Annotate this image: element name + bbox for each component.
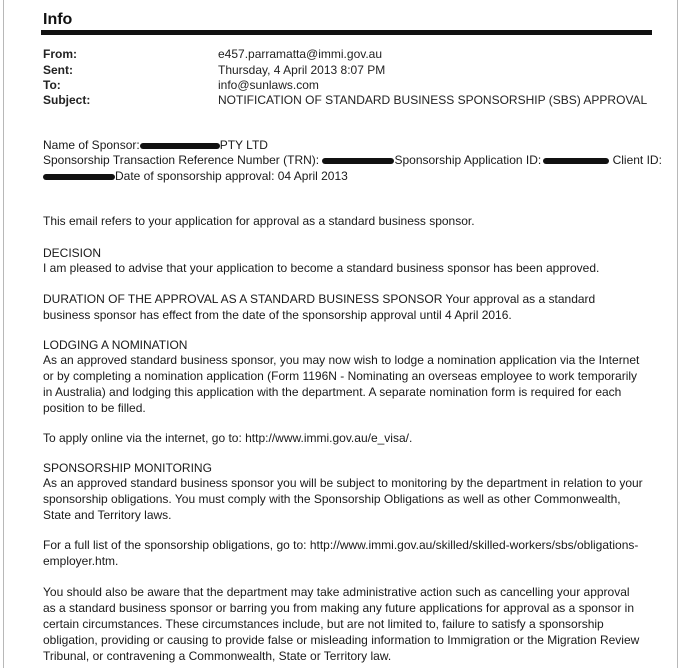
redacted-client-id [43,174,115,180]
decision-paragraph: I am pleased to advise that your application to become a standard business sponsor has been approved. [43,261,600,275]
redacted-application-id [543,158,609,164]
sent-label: Sent: [43,63,73,77]
left-border [3,0,4,668]
to-label: To: [43,78,61,92]
subject-value: NOTIFICATION OF STANDARD BUSINESS SPONSORSHIP (SBS) APPROVAL [218,93,648,107]
approval-date-text: Date of sponsorship approval: 04 April 2013 [115,169,348,183]
nomination-paragraph: As an approved standard business sponsor, you may now wish to lodge a nomination application via the Internet or by completing a nomination application (Form 1196N - Nominating an overseas employee to work temporarily in Australia) and lodging this application with the department. A separate nomination form is required for each position to be filled. [43,353,640,415]
reference-numbers-line [43,152,662,168]
apply-online-paragraph: To apply online via the internet, go to: http://www.immi.gov.au/e_visa/. [43,431,413,445]
sent-value: Thursday, 4 April 2013 8:07 PM [218,63,386,77]
sponsor-name-label: Name of Sponsor: [43,138,140,152]
redacted-sponsor-name [140,143,220,149]
intro-paragraph: This email refers to your application for approval as a standard business sponsor. [43,214,475,228]
from-value: e457.parramatta@immi.gov.au [218,47,383,61]
application-id-label: Sponsorship Application ID: [394,153,542,167]
title-rule [41,30,652,35]
monitoring-heading: SPONSORSHIP MONITORING [43,461,212,475]
right-border [677,0,678,668]
admin-action-paragraph: You should also be aware that the department may take administrative action such as cancelling your approval as a standard business sponsor or barring you from making any future applications for approval as a sponsor in certain circumstances. These circumstances include, but are not limited to, failure to satisfy a sponsorship obligation, providing or causing to provide false or misleading information to Immigration or the Migration Review Tribunal, or contravening a Commonwealth, State or Territory law. [43,585,640,663]
sponsor-name-suffix: PTY LTD [219,138,268,152]
obligations-paragraph: For a full list of the sponsorship obligations, go to: http://www.immi.gov.au/skilled/skilled-workers/sbs/obligations-employer.htm. [43,538,639,568]
nomination-heading: LODGING A NOMINATION [43,338,188,352]
subject-label: Subject: [43,93,91,107]
document-title: Info [43,11,73,28]
to-value: info@sunlaws.com [218,78,319,92]
trn-label: Sponsorship Transaction Reference Number (TRN): [43,153,320,167]
approval-date-line [43,168,348,184]
duration-paragraph: DURATION OF THE APPROVAL AS A STANDARD BUSINESS SPONSOR Your approval as a standard business sponsor has effect from the date of the sponsorship approval until 4 April 2016. [43,292,596,322]
sponsor-name-line [43,137,268,153]
decision-heading: DECISION [43,246,102,260]
monitoring-paragraph: As an approved standard business sponsor you will be subject to monitoring by the department in relation to your sponsorship obligations. You must comply with the Sponsorship Obligations as well as other Commonwealth, State and Territory laws. [43,476,643,522]
redacted-trn [322,158,394,164]
from-label: From: [43,47,77,61]
client-id-label: Client ID: [612,153,662,167]
